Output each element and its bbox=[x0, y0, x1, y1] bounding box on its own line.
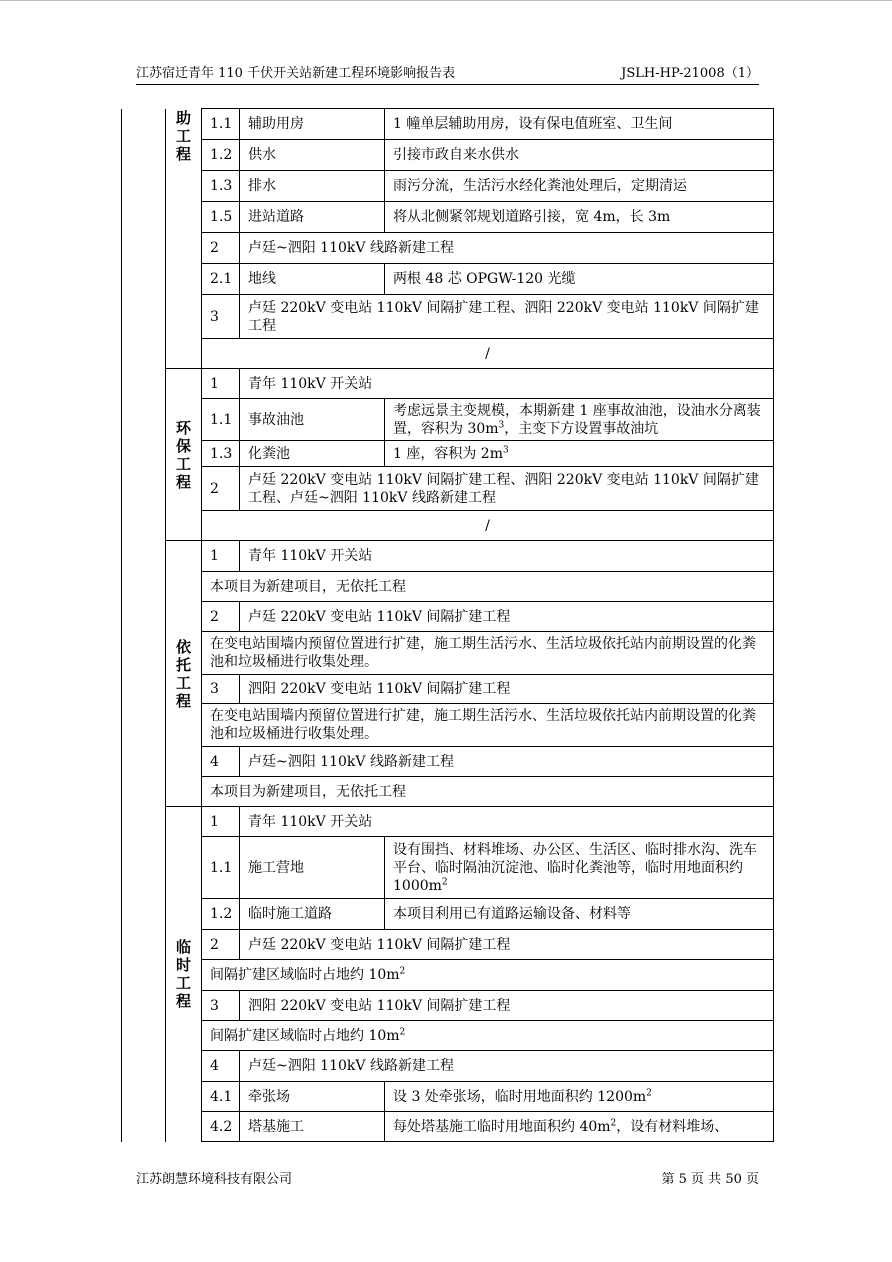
description-text: 每处塔基施工临时用地面积约 40m bbox=[393, 1118, 611, 1135]
item-name: 地线 bbox=[240, 264, 385, 295]
category-char: 临 bbox=[175, 938, 191, 957]
note-cell bbox=[202, 704, 774, 747]
empty-placeholder: / bbox=[202, 339, 774, 369]
category-char: 程 bbox=[175, 992, 191, 1011]
table-row bbox=[122, 960, 774, 991]
item-number: 2 bbox=[202, 467, 240, 511]
table-row bbox=[122, 1021, 774, 1051]
description-text: 雨污分流，生活污水经化粪池处理后，定期清运 bbox=[393, 178, 687, 194]
table-row bbox=[122, 467, 774, 511]
table-row bbox=[122, 1112, 774, 1142]
table-row bbox=[122, 541, 774, 572]
note-cell bbox=[202, 1021, 774, 1051]
subproject-title: 泗阳 220kV 变电站 110kV 间隔扩建工程 bbox=[240, 991, 774, 1021]
item-description bbox=[385, 171, 774, 202]
table-row bbox=[122, 295, 774, 339]
category-char: 托 bbox=[175, 655, 191, 674]
item-name: 化粪池 bbox=[240, 441, 385, 467]
item-number: 4 bbox=[202, 747, 240, 777]
item-number: 1.1 bbox=[202, 399, 240, 441]
note-cell bbox=[202, 572, 774, 602]
unit-superscript: 2 bbox=[646, 1087, 652, 1098]
page-number: 第 5 页 共 50 页 bbox=[661, 1172, 759, 1187]
category-char: 助 bbox=[175, 108, 191, 127]
subproject-title: 青年 110kV 开关站 bbox=[240, 369, 774, 399]
table-row bbox=[122, 202, 774, 233]
description-text: 将从北侧紧邻规划道路引接，宽 4m，长 3m bbox=[393, 209, 671, 225]
category-char: 程 bbox=[175, 691, 191, 710]
item-number: 1 bbox=[202, 369, 240, 399]
description-text: 两根 48 芯 OPGW-120 光缆 bbox=[393, 271, 576, 287]
note-cell bbox=[202, 960, 774, 991]
table-row bbox=[122, 233, 774, 264]
table-row bbox=[122, 1082, 774, 1112]
item-name: 临时施工道路 bbox=[240, 899, 385, 930]
unit-superscript: 2 bbox=[399, 966, 406, 977]
subproject-title: 泗阳 220kV 变电站 110kV 间隔扩建工程 bbox=[240, 675, 774, 704]
subproject-title: 青年 110kV 开关站 bbox=[240, 807, 774, 837]
subproject-title: 卢廷~泗阳 110kV 线路新建工程 bbox=[240, 233, 774, 264]
item-name: 事故油池 bbox=[240, 399, 385, 441]
subproject-title: 卢廷 220kV 变电站 110kV 间隔扩建工程 bbox=[240, 602, 774, 632]
item-description bbox=[385, 441, 774, 467]
company-name: 江苏朗慧环境科技有限公司 bbox=[136, 1172, 293, 1187]
category-char: 依 bbox=[175, 637, 191, 656]
item-number: 3 bbox=[202, 675, 240, 704]
item-number: 3 bbox=[202, 295, 240, 339]
unit-superscript: 2 bbox=[610, 1117, 617, 1128]
note-text: 在变电站围墙内预留位置进行扩建，施工期生活污水、生活垃圾依托站内前期设置的化粪池和垃圾桶进行收集处理。 bbox=[210, 636, 756, 670]
note-cell bbox=[202, 632, 774, 675]
subproject-title: 卢廷~泗阳 110kV 线路新建工程 bbox=[240, 1051, 774, 1082]
item-description bbox=[385, 899, 774, 930]
item-description bbox=[385, 264, 774, 295]
item-number: 1.3 bbox=[202, 441, 240, 467]
unit-superscript: 3 bbox=[498, 419, 505, 430]
report-title: 江苏宿迁青年 110 千伏开关站新建工程环境影响报告表 bbox=[136, 66, 456, 81]
subproject-title: 卢廷 220kV 变电站 110kV 间隔扩建工程 bbox=[240, 930, 774, 960]
item-number: 4.1 bbox=[202, 1082, 240, 1112]
table-row bbox=[122, 747, 774, 777]
table-row bbox=[122, 339, 774, 369]
category-cell bbox=[166, 109, 202, 369]
description-text: 设有围挡、材料堆场、办公区、生活区、临时排水沟、洗车平台、临时隔油沉淀池、临时化粪池等，临时用地面积约 1000m bbox=[393, 841, 757, 894]
table-row bbox=[122, 572, 774, 602]
item-number: 1.2 bbox=[202, 140, 240, 171]
table-row bbox=[122, 899, 774, 930]
table-row bbox=[122, 140, 774, 171]
subproject-title: 卢廷 220kV 变电站 110kV 间隔扩建工程、泗阳 220kV 变电站 110kV 间隔扩建工程 bbox=[240, 295, 774, 339]
item-name: 辅助用房 bbox=[240, 109, 385, 140]
category-char: 环 bbox=[175, 418, 191, 437]
description-text: 1 幢单层辅助用房，设有保电值班室、卫生间 bbox=[393, 116, 673, 132]
item-number: 2 bbox=[202, 930, 240, 960]
category-char: 时 bbox=[175, 956, 191, 975]
category-char: 程 bbox=[175, 144, 191, 163]
category-cell bbox=[166, 369, 202, 541]
table-row bbox=[122, 511, 774, 541]
description-text: 1 座，容积为 2m bbox=[393, 445, 503, 462]
project-composition-table bbox=[121, 108, 774, 1142]
unit-superscript: 2 bbox=[441, 876, 448, 887]
item-description bbox=[385, 1082, 774, 1112]
table-row bbox=[122, 930, 774, 960]
note-text: 本项目为新建项目，无依托工程 bbox=[210, 578, 406, 595]
subproject-title: 卢廷 220kV 变电站 110kV 间隔扩建工程、泗阳 220kV 变电站 110kV 间隔扩建工程、卢廷~泗阳 110kV 线路新建工程 bbox=[240, 467, 774, 511]
description-text: 设 3 处牵张场，临时用地面积约 1200m bbox=[393, 1088, 647, 1105]
table-row bbox=[122, 837, 774, 899]
item-number: 1.2 bbox=[202, 899, 240, 930]
table-row bbox=[122, 632, 774, 675]
unit-superscript: 3 bbox=[503, 444, 509, 455]
table-row bbox=[122, 171, 774, 202]
category-char: 工 bbox=[175, 126, 191, 145]
table-row bbox=[122, 441, 774, 467]
item-number: 1.5 bbox=[202, 202, 240, 233]
table-row bbox=[122, 264, 774, 295]
subproject-title: 青年 110kV 开关站 bbox=[240, 541, 774, 572]
category-char: 工 bbox=[175, 673, 191, 692]
subproject-title: 卢廷~泗阳 110kV 线路新建工程 bbox=[240, 747, 774, 777]
description-tail: ，设有材料堆场、 bbox=[616, 1118, 729, 1135]
item-name: 排水 bbox=[240, 171, 385, 202]
description-text: 考虑远景主变规模，本期新建 1 座事故油池，设油水分离装置，容积为 30m bbox=[393, 402, 761, 437]
item-description bbox=[385, 202, 774, 233]
item-name: 塔基施工 bbox=[240, 1112, 385, 1142]
blank-margin-cell bbox=[122, 369, 166, 541]
item-description bbox=[385, 1112, 774, 1142]
table-row bbox=[122, 109, 774, 140]
table-row bbox=[122, 807, 774, 837]
category-char: 程 bbox=[175, 472, 191, 491]
note-text: 在变电站围墙内预留位置进行扩建，施工期生活污水、生活垃圾依托站内前期设置的化粪池和垃圾桶进行收集处理。 bbox=[210, 708, 756, 742]
item-name: 牵张场 bbox=[240, 1082, 385, 1112]
blank-margin-cell bbox=[122, 541, 166, 807]
top-border bbox=[0, 0, 892, 1]
table-row bbox=[122, 675, 774, 704]
item-name: 施工营地 bbox=[240, 837, 385, 899]
description-tail: ，主变下方设置事故油坑 bbox=[504, 420, 659, 437]
item-name: 供水 bbox=[240, 140, 385, 171]
item-number: 2 bbox=[202, 602, 240, 632]
category-cell bbox=[166, 807, 202, 1142]
table-row bbox=[122, 991, 774, 1021]
blank-margin-cell bbox=[122, 807, 166, 1142]
blank-margin-cell bbox=[122, 109, 166, 369]
item-description bbox=[385, 399, 774, 441]
description-text: 本项目利用已有道路运输设备、材料等 bbox=[393, 906, 631, 922]
table-row bbox=[122, 777, 774, 807]
note-text: 间隔扩建区域临时占地约 10m bbox=[210, 1027, 400, 1044]
note-text: 本项目为新建项目，无依托工程 bbox=[210, 783, 406, 800]
table-row bbox=[122, 369, 774, 399]
item-number: 1 bbox=[202, 541, 240, 572]
item-number: 2 bbox=[202, 233, 240, 264]
description-text: 引接市政自来水供水 bbox=[393, 147, 519, 163]
category-char: 工 bbox=[175, 454, 191, 473]
note-cell bbox=[202, 777, 774, 807]
document-code: JSLH-HP-21008（1） bbox=[621, 66, 759, 81]
item-number: 4.2 bbox=[202, 1112, 240, 1142]
item-number: 1.1 bbox=[202, 837, 240, 899]
category-char: 工 bbox=[175, 974, 191, 993]
category-char: 保 bbox=[175, 436, 191, 455]
item-number: 1 bbox=[202, 807, 240, 837]
item-number: 1.3 bbox=[202, 171, 240, 202]
empty-placeholder: / bbox=[202, 511, 774, 541]
table-row bbox=[122, 399, 774, 441]
note-text: 间隔扩建区域临时占地约 10m bbox=[210, 967, 400, 983]
table-row bbox=[122, 704, 774, 747]
item-description bbox=[385, 837, 774, 899]
table-row bbox=[122, 602, 774, 632]
item-number: 1.1 bbox=[202, 109, 240, 140]
item-number: 2.1 bbox=[202, 264, 240, 295]
table-row bbox=[122, 1051, 774, 1082]
category-cell bbox=[166, 541, 202, 807]
item-description bbox=[385, 140, 774, 171]
item-name: 进站道路 bbox=[240, 202, 385, 233]
item-description bbox=[385, 109, 774, 140]
page-header bbox=[136, 64, 759, 85]
item-number: 4 bbox=[202, 1051, 240, 1082]
unit-superscript: 2 bbox=[399, 1026, 406, 1037]
item-number: 3 bbox=[202, 991, 240, 1021]
